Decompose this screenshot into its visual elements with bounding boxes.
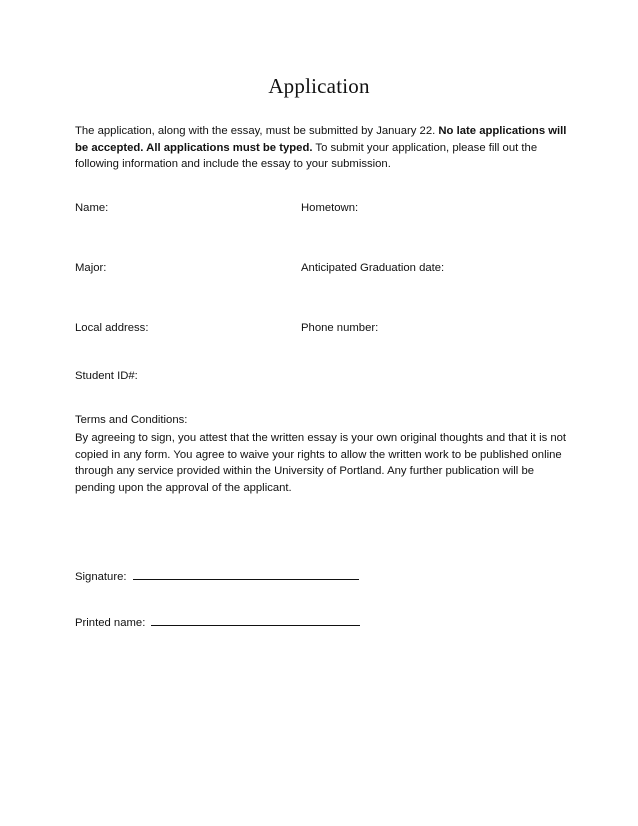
signature-label: Signature:	[75, 571, 127, 583]
intro-text-part1: The application, along with the essay, must be submitted by January 22.	[75, 125, 439, 137]
phone-number-label: Phone number:	[301, 322, 379, 334]
terms-heading: Terms and Conditions:	[75, 414, 188, 426]
printed-name-label: Printed name:	[75, 617, 146, 629]
page-title: Application	[268, 74, 370, 98]
signature-line	[133, 568, 359, 580]
intro-paragraph	[75, 123, 567, 173]
signature-row	[75, 568, 359, 583]
intro-text-part2: To submit your application, please fill out the following information and include the essay to your submission.	[75, 141, 538, 170]
graduation-date-label: Anticipated Graduation date:	[301, 262, 445, 274]
printed-name-line	[151, 614, 360, 626]
name-label: Name:	[75, 202, 109, 214]
printed-name-row	[75, 614, 360, 629]
terms-body: By agreeing to sign, you attest that the written essay is your own original thoughts and that it is not copied in any form. You agree to waive your rights to allow the written work to be published online through any service provided within the University of Portland. Any further publication will be pending upon the approval of the applicant.	[75, 432, 567, 494]
local-address-label: Local address:	[75, 322, 149, 334]
hometown-label: Hometown:	[301, 202, 359, 214]
intro-bold-notice: No late applications will be accepted. All applications must be typed.	[75, 125, 567, 154]
student-id-label: Student ID#:	[75, 370, 138, 382]
major-label: Major:	[75, 262, 107, 274]
